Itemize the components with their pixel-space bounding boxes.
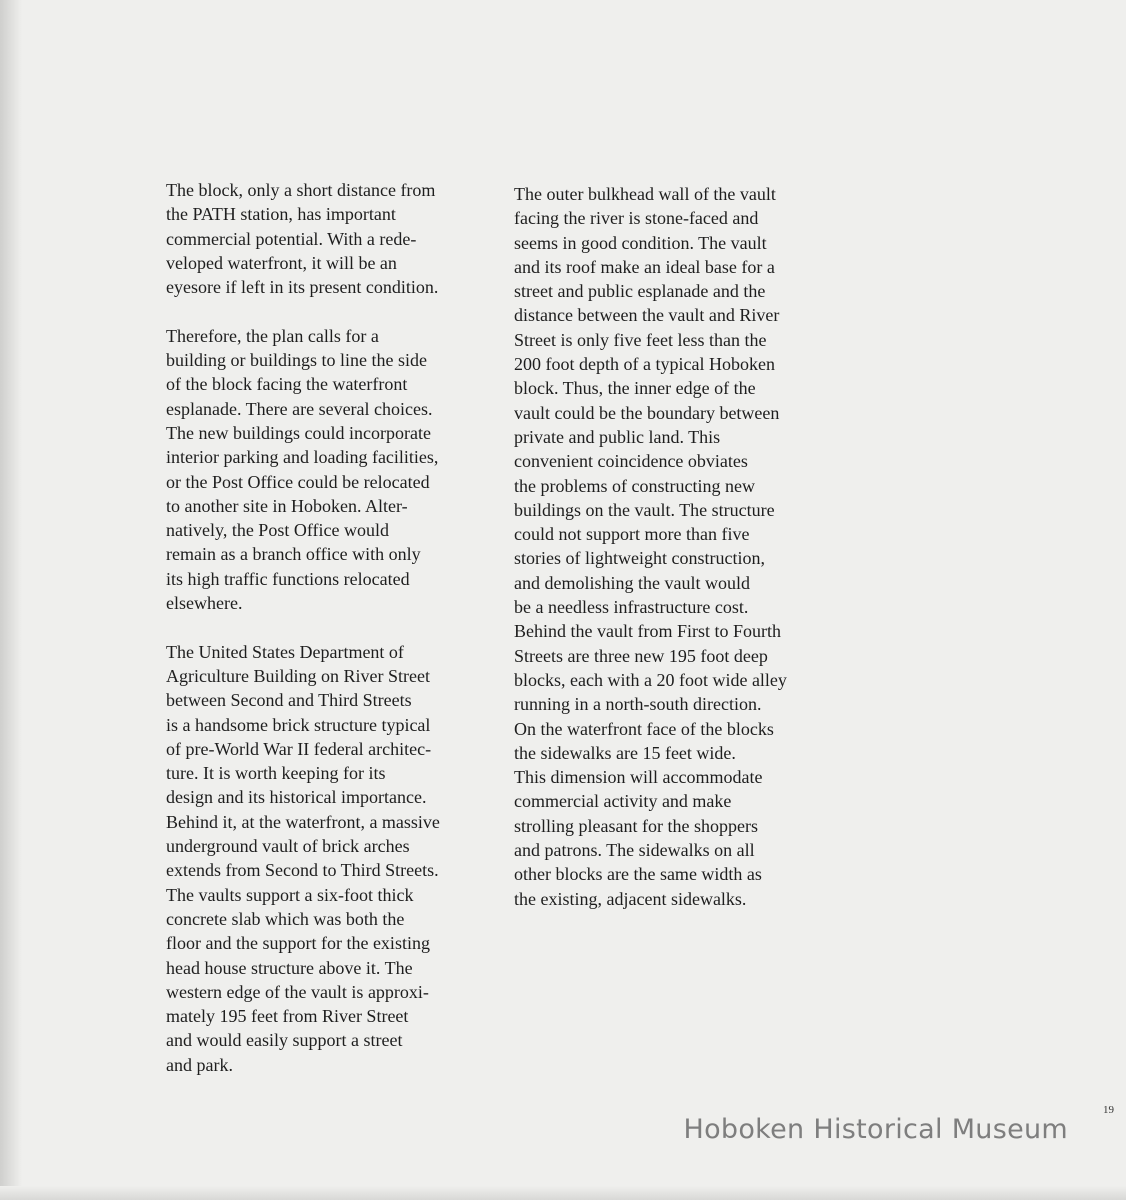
paragraph-bulkhead-vault: The outer bulkhead wall of the vault facing the river is stone-faced and seems in good condition. The vault and its roof make an ideal base for a street and public esplanade and the distance between the vault and River Street is only five feet less than the 200 foot depth of a typical Hoboken block. Thus, the inner edge of the vault could be the boundary between private and public land. This convenient coincidence obviates the problems of constructing new buildings on the vault. The structure could not support more than five stories of lightweight construction, and demolishing the vault would be a needless infrastructure cost. Behind the vault from First to Fourth Streets are three new 195 foot deep blocks, each with a 20 foot wide alley running in a north-south direction. On the waterfront face of the blocks the sidewalks are 15 feet wide. This dimension will accommodate commercial activity and make strolling pleasant for the shoppers and patrons. The sidewalks on all other blocks are the same width as the existing, adjacent sidewalks. [514, 184, 787, 909]
page-bottom-edge [0, 1186, 1126, 1200]
left-text-column [166, 178, 486, 1101]
paragraph-block-potential: The block, only a short distance from the PATH station, has important commercial potential. With a rede- veloped waterfront, it will be an eyesore if left in its present condition. [166, 180, 439, 298]
binding-gutter-shadow [0, 0, 22, 1200]
paragraph-agriculture-building: The United States Department of Agriculture Building on River Street between Second and Third Streets is a handsome brick structure typical of pre-World War II federal architec- ture. It is worth keeping for its design and its historical importance. Behind it, at the waterfront, a massive underground vault of brick arches extends from Second to Third Streets. The vaults support a six-foot thick concrete slab which was both the floor and the support for the existing head house structure above it. The western edge of the vault is approxi- mately 195 feet from River Street and would easily support a street and park. [166, 641, 440, 1075]
paragraph-plan-buildings: Therefore, the plan calls for a building or buildings to line the side of the block facing the waterfront esplanade. There are several choices. The new buildings could incorporate interior parking and loading facilities, or the Post Office could be relocated to another site in Hoboken. Alter- natively, the Post Office would remain as a branch office with only its high traffic functions relocated elsewhere. [166, 325, 439, 614]
page-number: 19 [1103, 1104, 1114, 1116]
museum-watermark: Hoboken Historical Museum [683, 1114, 1068, 1145]
right-text-column [514, 182, 834, 935]
